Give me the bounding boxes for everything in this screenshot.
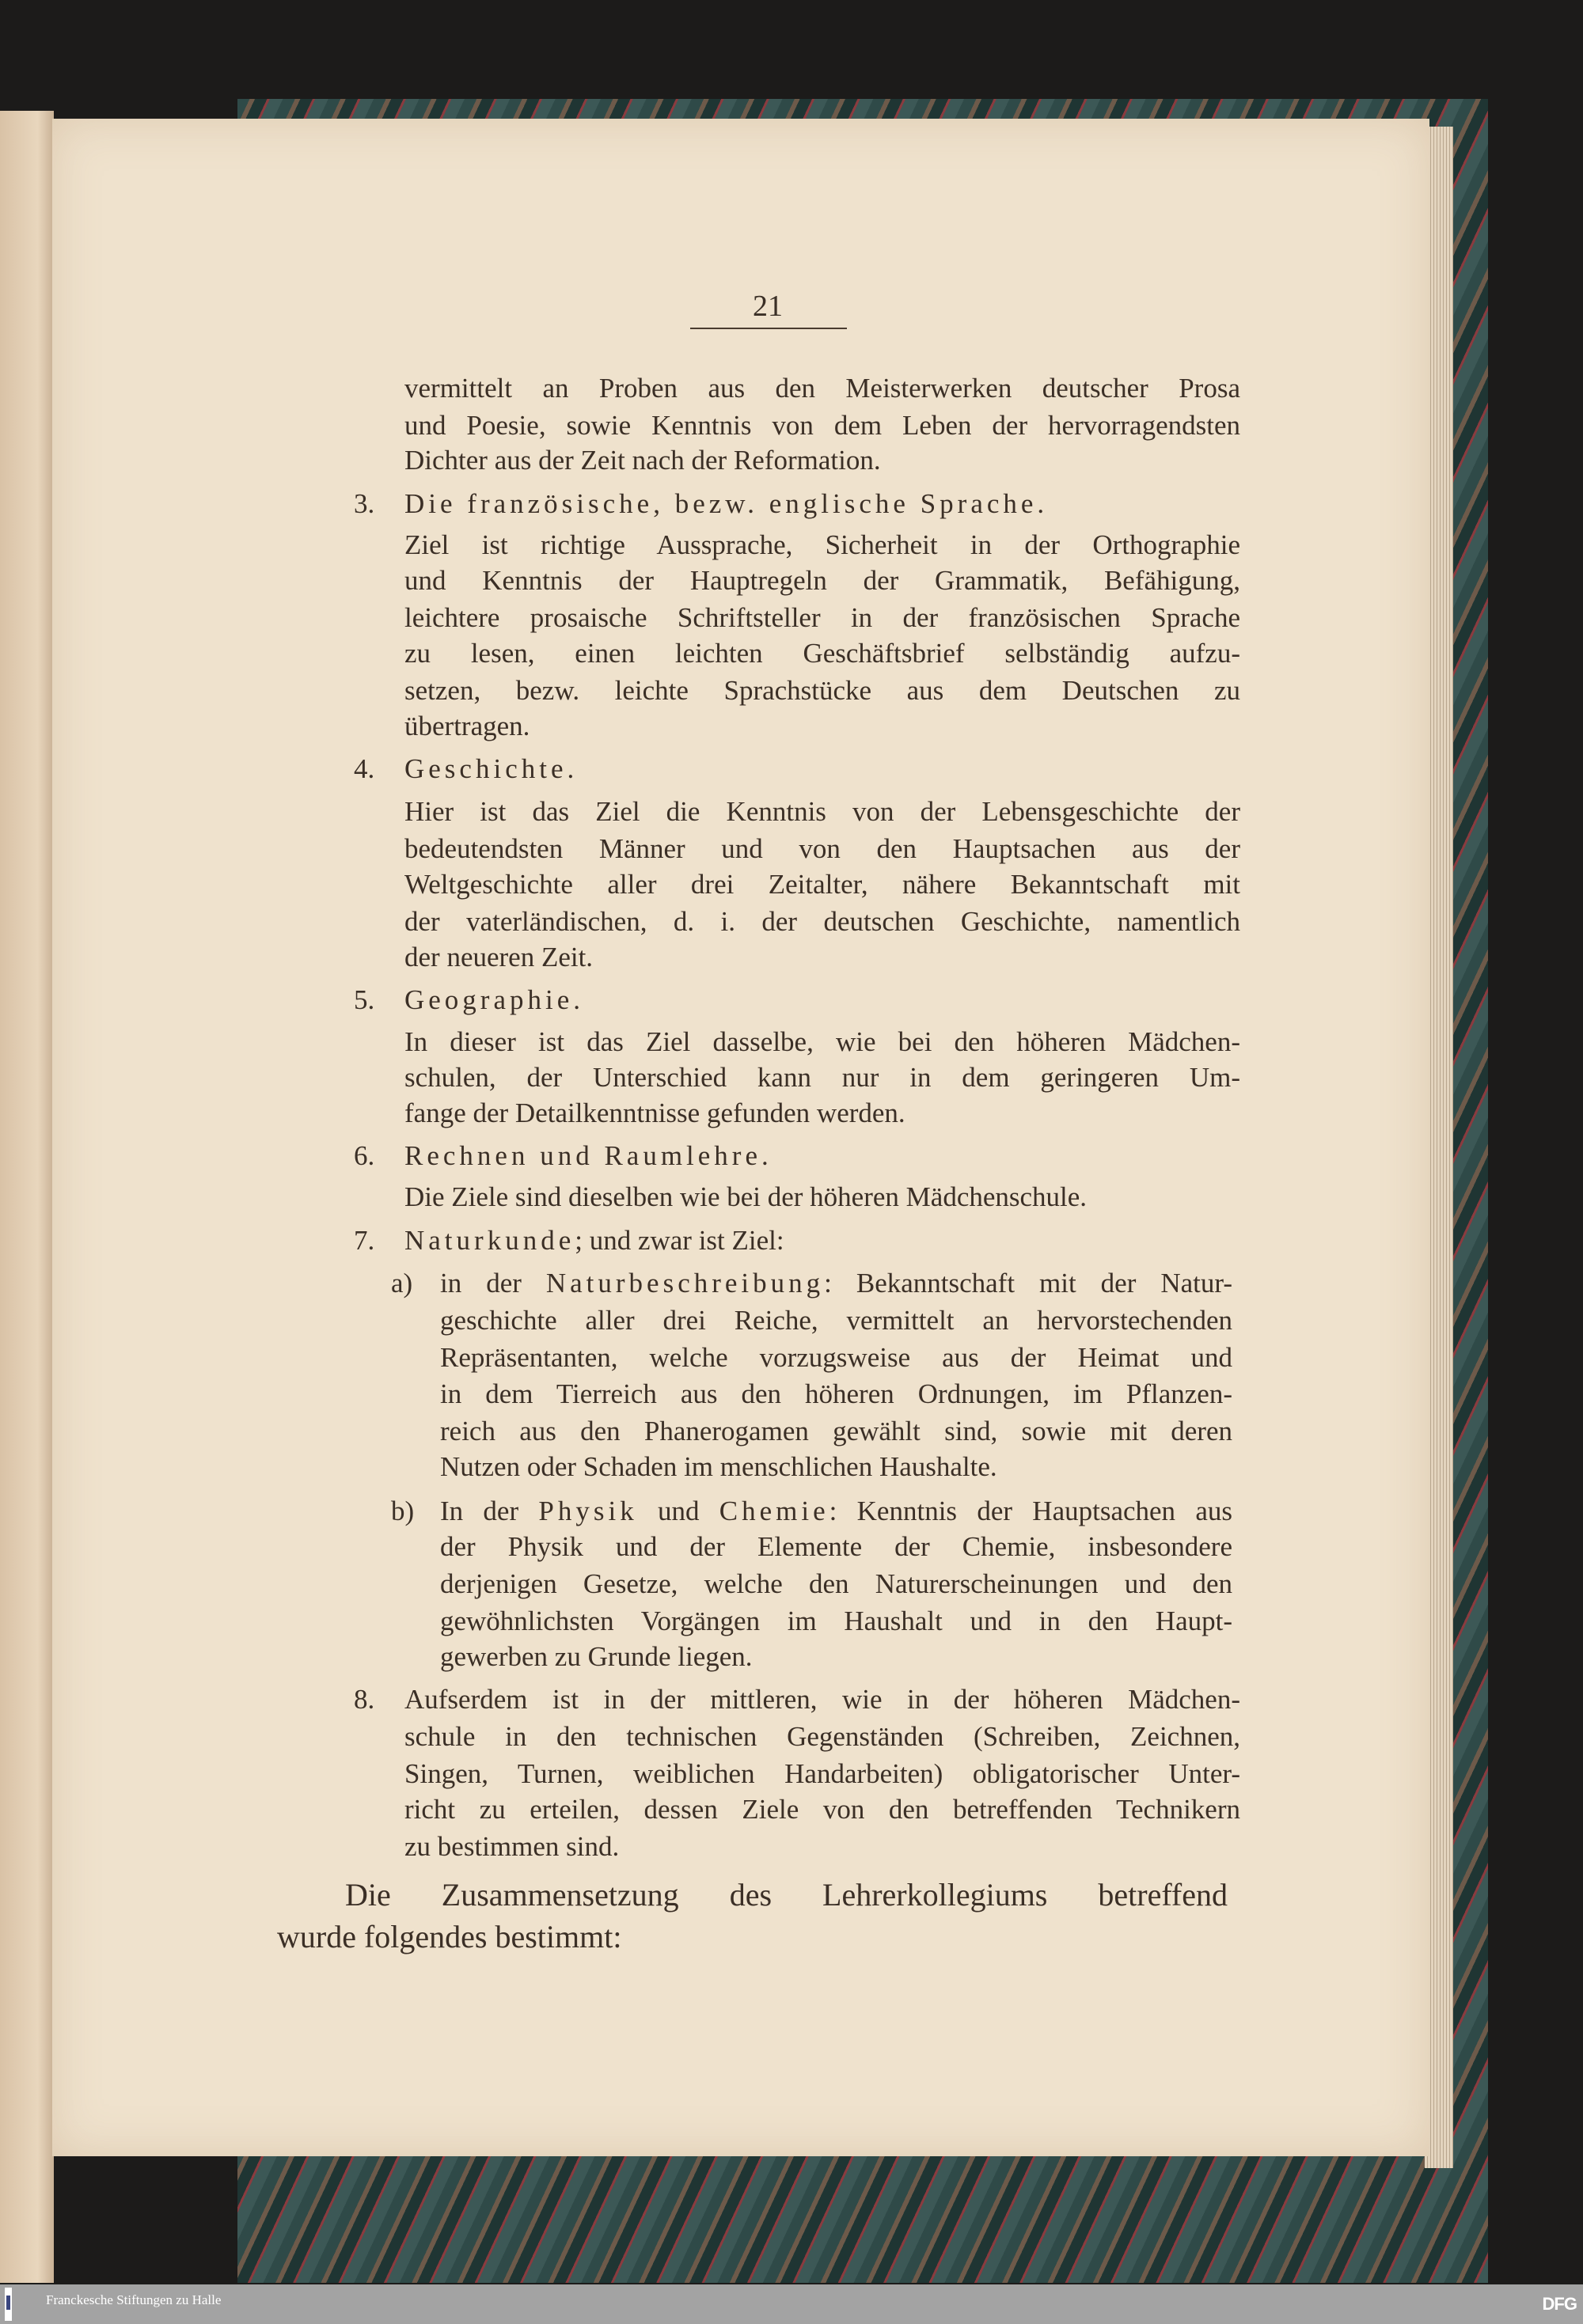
text-line: schule in den technischen Gegenständen (Schreiben, Zeichnen, xyxy=(404,1721,1240,1752)
page-number-rule xyxy=(690,328,847,329)
closing-line: Die Zusammensetzung des Lehrerkollegiums betreffend xyxy=(345,1877,1228,1913)
text-line: richt zu erteilen, dessen Ziele von den betreffenden Technikern xyxy=(404,1794,1240,1825)
text-fragment: in der xyxy=(440,1268,546,1298)
text-fragment: : Kenntnis der Hauptsachen aus xyxy=(829,1496,1232,1526)
text-line: Repräsentanten, welche vorzugsweise aus der Heimat und xyxy=(440,1342,1232,1373)
dfg-logo: DFG xyxy=(1542,2294,1577,2314)
item-number: 5. xyxy=(354,984,375,1015)
text-line: und Poesie, sowie Kenntnis von dem Leben der hervorragendsten xyxy=(404,410,1240,441)
text-line: fange der Detailkenntnisse gefunden werden. xyxy=(404,1098,905,1128)
text-line: schulen, der Unterschied kann nur in dem geringeren Um- xyxy=(404,1062,1240,1093)
text-line: gewerben zu Grunde liegen. xyxy=(440,1641,753,1672)
item-number: 8. xyxy=(354,1684,375,1715)
text-line: leichtere prosaische Schriftsteller in der französischen Sprache xyxy=(404,602,1240,633)
text-fragment: : Bekanntschaft mit der Natur- xyxy=(824,1268,1232,1298)
text-line: Die Ziele sind dieselben wie bei der höheren Mädchenschule. xyxy=(404,1181,1088,1212)
item-number: 4. xyxy=(354,753,375,784)
left-page-edge xyxy=(0,111,54,2283)
text-fragment: In der xyxy=(440,1496,539,1526)
institution-logo-icon xyxy=(5,2288,12,2321)
text-line: der Physik und der Elemente der Chemie, insbesondere xyxy=(440,1531,1232,1562)
text-line: setzen, bezw. leichte Sprachstücke aus dem Deutschen zu xyxy=(404,675,1240,706)
text-line: der vaterländischen, d. i. der deutschen Geschichte, namentlich xyxy=(404,906,1240,937)
text-line xyxy=(440,1493,1232,1530)
heading-rest: ; und zwar ist Ziel: xyxy=(575,1225,784,1256)
item-heading: Rechnen und Raumlehre. xyxy=(404,1140,773,1171)
spaced-term: Physik xyxy=(538,1496,638,1526)
text-line: vermittelt an Proben aus den Meisterwerken deutscher Prosa xyxy=(404,373,1240,404)
text-line: Ziel ist richtige Aussprache, Sicherheit in der Orthographie xyxy=(404,529,1240,560)
text-line: bedeutendsten Männer und von den Hauptsachen aus der xyxy=(404,833,1240,864)
text-line: In dieser ist das Ziel dasselbe, wie bei den höheren Mädchen- xyxy=(404,1026,1240,1057)
text-line: zu bestimmen sind. xyxy=(404,1831,620,1862)
viewer-footer xyxy=(0,2284,1583,2324)
heading-spaced: Naturkunde xyxy=(404,1225,575,1256)
subitem-label: b) xyxy=(391,1496,415,1526)
text-line: derjenigen Gesetze, welche den Naturerscheinungen und den xyxy=(440,1568,1232,1599)
text-line: in dem Tierreich aus den höheren Ordnungen, im Pflanzen- xyxy=(440,1378,1232,1409)
item-heading: Die französische, bezw. englische Sprache. xyxy=(404,488,1049,519)
item-heading xyxy=(404,1223,1240,1259)
text-line: Nutzen oder Schaden im menschlichen Haushalte. xyxy=(440,1451,997,1482)
text-line: Aufserdem ist in der mittleren, wie in der höheren Mädchen- xyxy=(404,1684,1240,1715)
closing-line: wurde folgendes bestimmt: xyxy=(277,1919,622,1954)
item-number: 3. xyxy=(354,488,375,519)
text-line: und Kenntnis der Hauptregeln der Grammatik, Befähigung, xyxy=(404,565,1240,596)
text-line: zu lesen, einen leichten Geschäftsbrief selbständig aufzu- xyxy=(404,638,1240,669)
subitem-label: a) xyxy=(391,1268,413,1298)
spaced-term: Naturbeschreibung xyxy=(545,1268,825,1298)
text-line: gewöhnlichsten Vorgängen im Haushalt und in den Haupt- xyxy=(440,1606,1232,1636)
page-number: 21 xyxy=(753,290,783,323)
item-heading: Geographie. xyxy=(404,984,585,1015)
text-line: Singen, Turnen, weiblichen Handarbeiten) obligatorischer Unter- xyxy=(404,1758,1240,1789)
institution-name: Franckesche Stiftungen zu Halle xyxy=(46,2292,222,2307)
text-line: übertragen. xyxy=(404,711,530,741)
text-line: Weltgeschichte aller drei Zeitalter, nähere Bekanntschaft mit xyxy=(404,869,1240,900)
text-line: geschichte aller drei Reiche, vermittelt an hervorstechenden xyxy=(440,1305,1232,1336)
item-number: 6. xyxy=(354,1140,375,1171)
text-line: Dichter aus der Zeit nach der Reformation. xyxy=(404,445,881,476)
text-line: der neueren Zeit. xyxy=(404,942,594,972)
text-line: Hier ist das Ziel die Kenntnis von der Lebensgeschichte der xyxy=(404,796,1240,827)
text-line xyxy=(440,1265,1232,1302)
item-number: 7. xyxy=(354,1225,375,1256)
spaced-term: Chemie xyxy=(719,1496,829,1526)
text-fragment: und xyxy=(637,1496,719,1526)
item-heading: Geschichte. xyxy=(404,753,579,784)
text-line: reich aus den Phanerogamen gewählt sind, sowie mit deren xyxy=(440,1416,1232,1446)
